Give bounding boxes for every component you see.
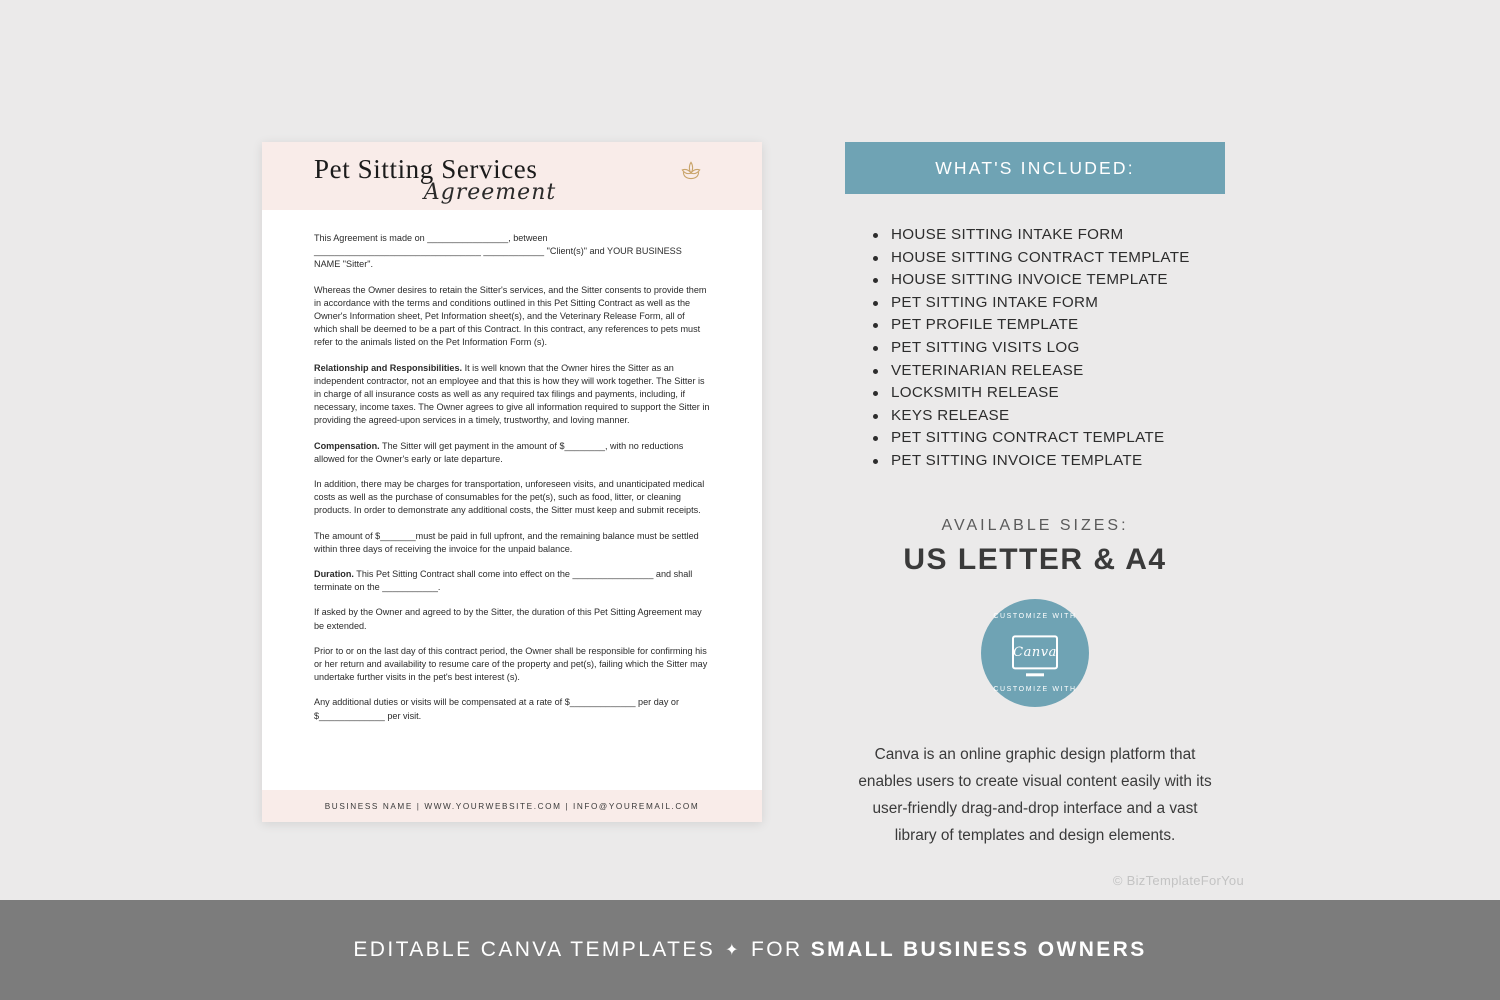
list-item: HOUSE SITTING INTAKE FORM <box>873 224 1225 247</box>
banner-prefix: EDITABLE CANVA TEMPLATES <box>353 938 716 961</box>
document-footer: BUSINESS NAME | WWW.YOURWEBSITE.COM | INFO@YOUREMAIL.COM <box>262 790 762 822</box>
list-item: PET SITTING INTAKE FORM <box>873 292 1225 315</box>
document-paragraph <box>314 362 710 428</box>
paragraph-lead: Duration. <box>314 569 354 580</box>
bottom-banner <box>0 900 1500 1000</box>
document-paragraph: Prior to or on the last day of this contract period, the Owner shall be responsible for confirming his or her return and availability to resume care of the property and pet(s), failing which the Sitter may undertake further visits in the pet's best interest (s). <box>314 645 708 683</box>
banner-middle: FOR <box>750 938 803 961</box>
document-paragraph: This Agreement is made on ________________, between _________________________________ ____________ "Client(s)" and YOUR BUSINESS NAME "Sitter". <box>314 233 682 270</box>
banner-strong: SMALL BUSINESS OWNERS <box>810 938 1147 961</box>
list-item: PET SITTING CONTRACT TEMPLATE <box>873 427 1225 450</box>
whats-included-heading: WHAT'S INCLUDED: <box>845 142 1225 194</box>
paragraph-lead: Relationship and Responsibilities. <box>314 362 463 373</box>
list-item: LOCKSMITH RELEASE <box>873 382 1225 405</box>
available-sizes-value: US LETTER & A4 <box>903 542 1167 576</box>
list-item: PET PROFILE TEMPLATE <box>873 314 1225 337</box>
available-sizes-label: AVAILABLE SIZES: <box>941 516 1129 534</box>
included-items-list <box>845 224 1225 473</box>
paragraph-rest: It is well known that the Owner hires the Sitter as an independent contractor, not an employee and that this is how they will work together. The Sitter is in charge of all insurance costs as well as any required tax filings and payments, including, if necessary, income taxes. The Owner agrees to give all information required to support the Sitter in providing the agreed-upon services in a timely, trustworthy, and loving manner. <box>314 362 710 426</box>
document-paragraph: In addition, there may be charges for transportation, unforeseen visits, and unanticipated medical costs as well as the purchase of consumables for the pet(s), such as food, litter, or cleaning products. In order to demonstrate any additional costs, the Sitter must keep and submit receipts. <box>314 479 705 516</box>
customize-with-canva-badge <box>981 599 1089 707</box>
document-paragraph: Whereas the Owner desires to retain the Sitter's services, and the Sitter consents to provide them in accordance with the terms and conditions outlined in this Pet Sitting Contract as well as the Owner's Information sheet, Pet Information sheet(s), and the Veterinary Release Form, all of which shall be deemed to be a part of this Contract. In this contract, any references to pets must refer to the animals listed on the Pet Information Form (s). <box>314 284 707 348</box>
document-paragraph: If asked by the Owner and agreed to by the Sitter, the duration of this Pet Sitting Agreement may be extended. <box>314 607 702 631</box>
list-item: PET SITTING INVOICE TEMPLATE <box>873 450 1225 473</box>
watermark: © BizTemplateForYou <box>1112 873 1244 888</box>
canva-description: Canva is an online graphic design platform that enables users to create visual content easily with its user-friendly drag-and-drop interface and a vast library of templates and design elements. <box>858 745 1212 844</box>
document-paragraph: The amount of $_______must be paid in full upfront, and the remaining balance must be settled within three days of receiving the invoice for the unpaid balance. <box>314 530 699 554</box>
document-paragraph <box>314 568 710 594</box>
document-paragraph: Any additional duties or visits will be compensated at a rate of $_____________ per day or $_____________ per visit. <box>314 697 679 721</box>
paragraph-rest: The Sitter will get payment in the amount of $________, with no reductions allowed for the Owner's early or late departure. <box>314 440 684 464</box>
badge-arc-bottom: CUSTOMIZE WITH <box>993 685 1077 693</box>
document-paragraph <box>314 440 710 466</box>
document-header <box>262 142 762 210</box>
list-item: KEYS RELEASE <box>873 405 1225 428</box>
badge-arc-top: CUSTOMIZE WITH <box>993 612 1077 620</box>
info-panel <box>845 142 1225 849</box>
document-subtitle: Agreement <box>423 180 557 205</box>
list-item: VETERINARIAN RELEASE <box>873 360 1225 383</box>
document-preview <box>262 142 762 822</box>
list-item: HOUSE SITTING CONTRACT TEMPLATE <box>873 247 1225 270</box>
document-title: Pet Sitting Services <box>314 154 538 184</box>
lotus-icon <box>678 158 704 184</box>
list-item: PET SITTING VISITS LOG <box>873 337 1225 360</box>
list-item: HOUSE SITTING INVOICE TEMPLATE <box>873 269 1225 292</box>
sparkle-icon: ✦ <box>725 942 741 959</box>
paragraph-lead: Compensation. <box>314 440 380 451</box>
document-body <box>262 210 762 723</box>
paragraph-rest: This Pet Sitting Contract shall come into effect on the ________________ and shall terminate on the ___________. <box>314 569 693 593</box>
badge-canva-word: Canva <box>1013 644 1057 660</box>
